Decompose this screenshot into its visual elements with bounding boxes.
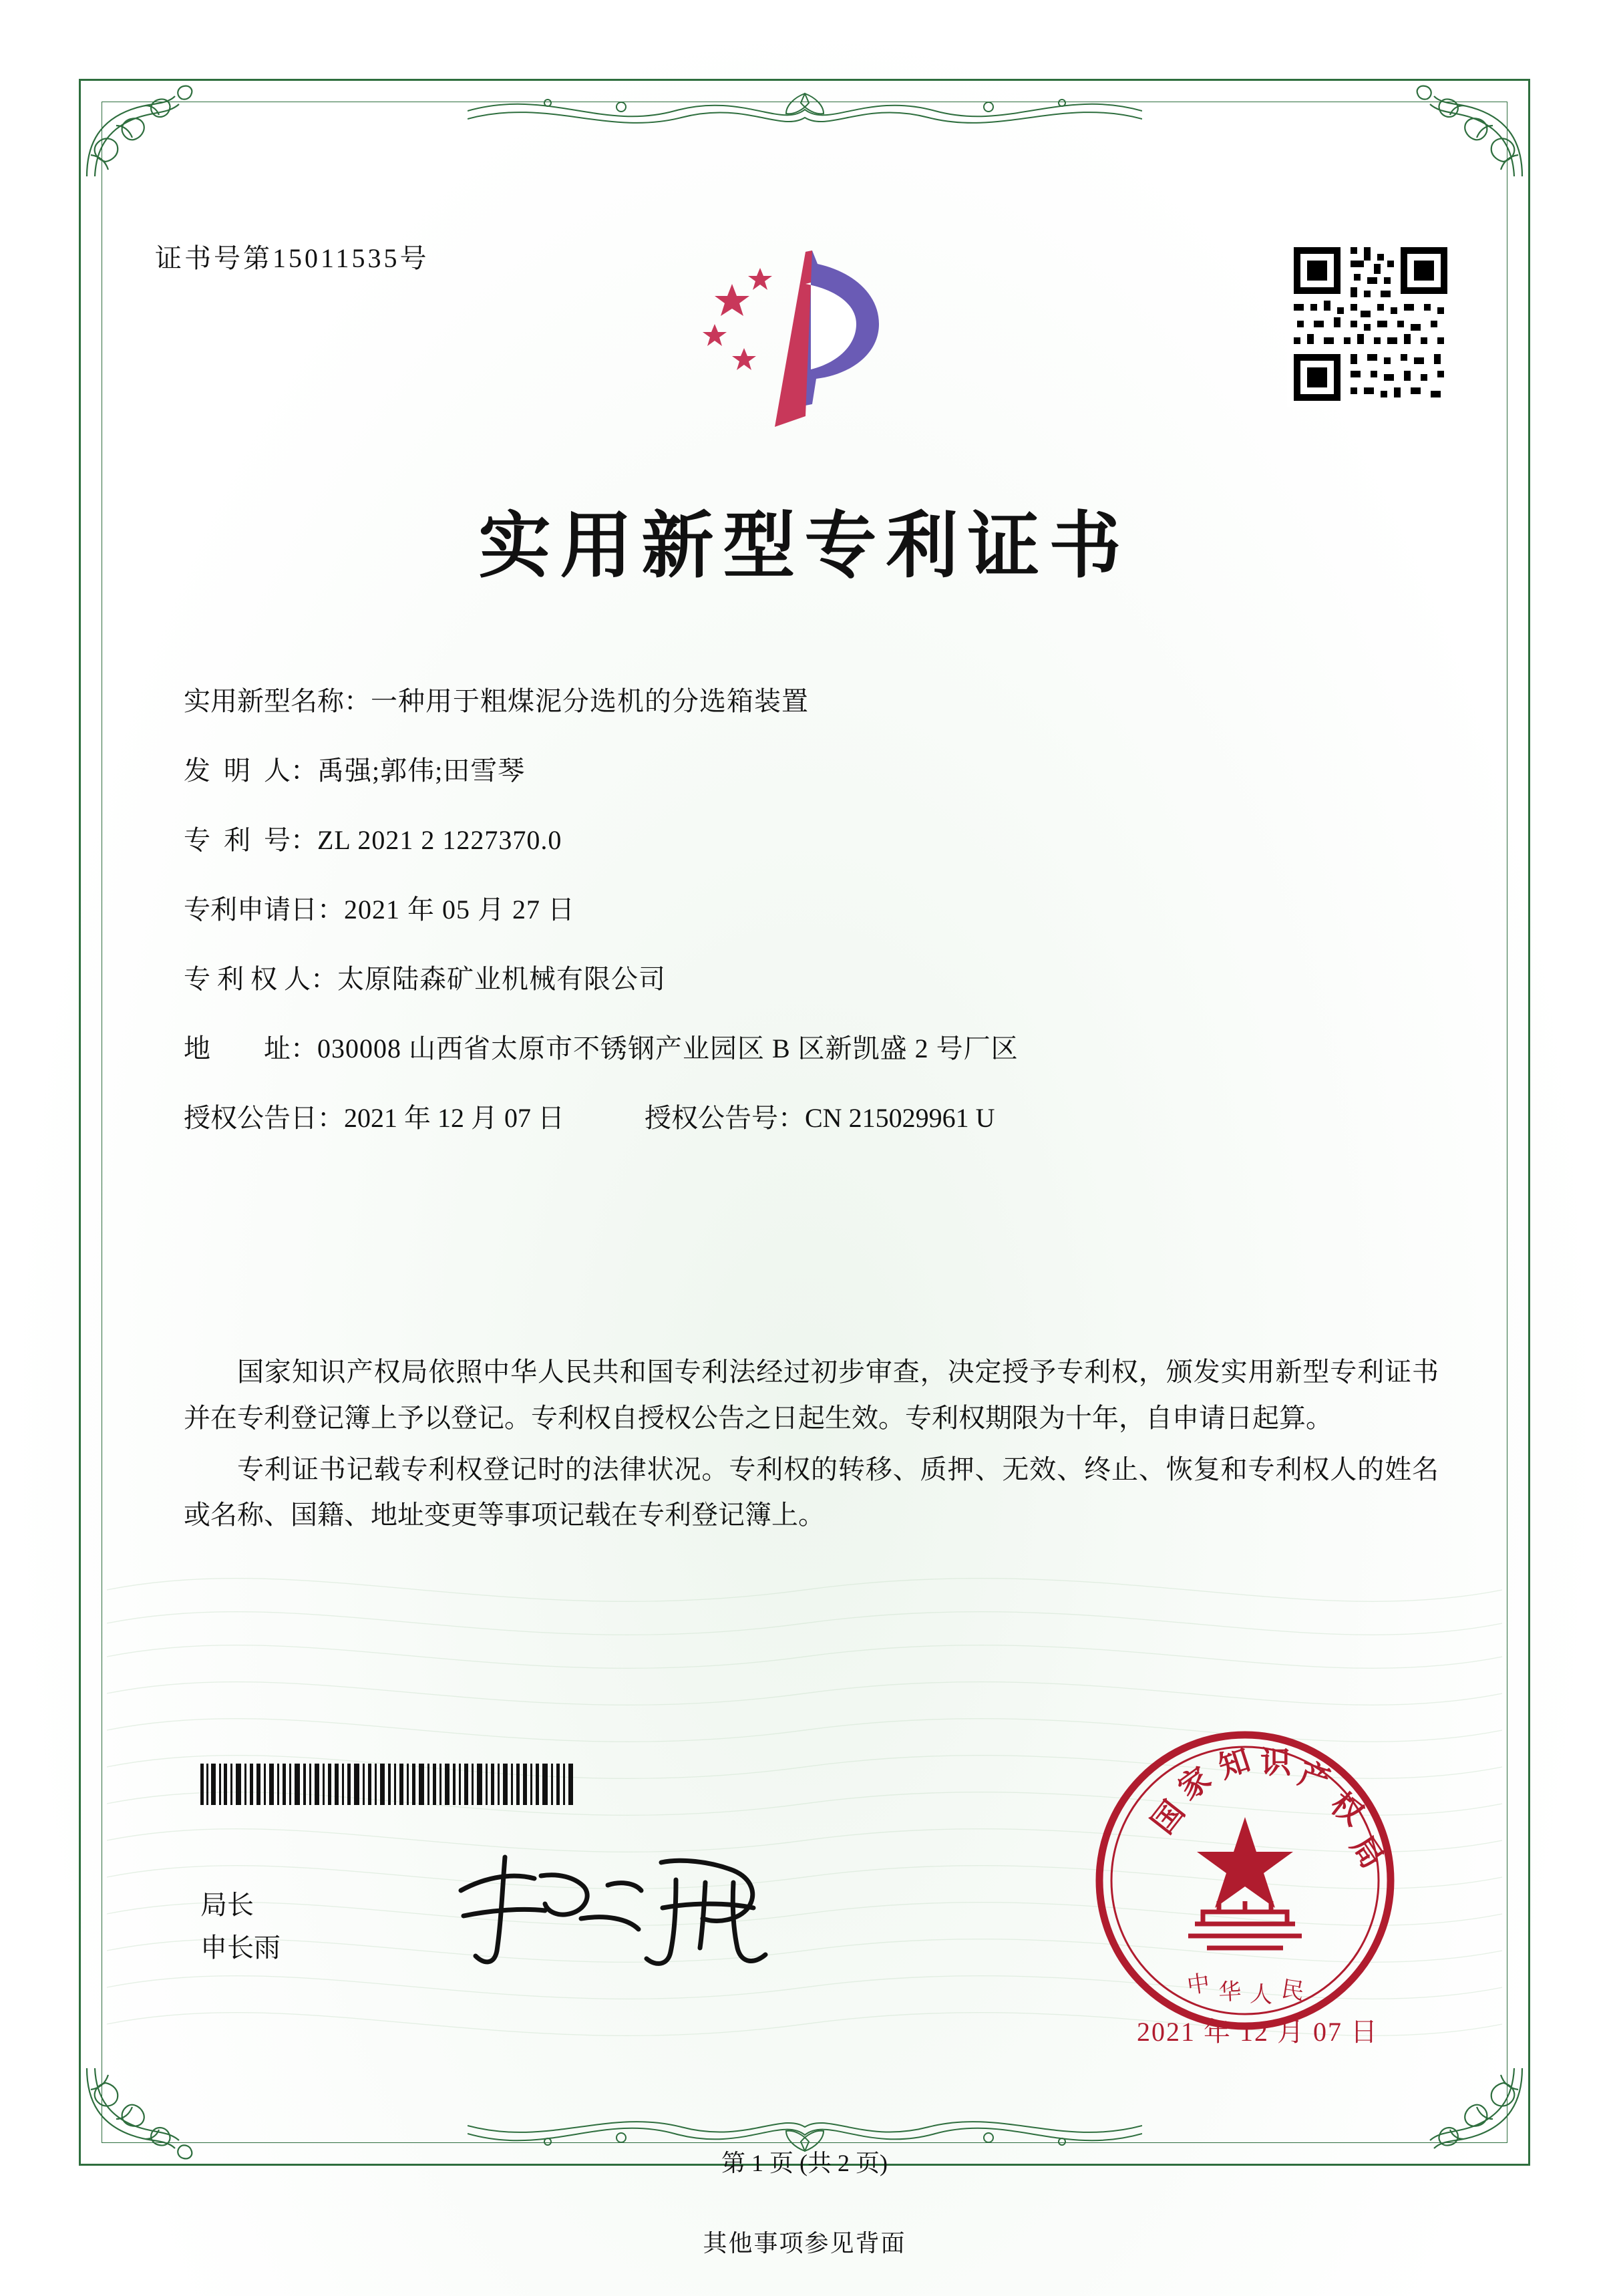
cnipa-logo-icon bbox=[675, 237, 928, 431]
field-grant-row bbox=[184, 1098, 1435, 1138]
svg-text:权: 权 bbox=[1324, 1785, 1371, 1832]
svg-text:局: 局 bbox=[1343, 1828, 1391, 1875]
seal-date: 2021 年 12 月 07 日 bbox=[1137, 2017, 1379, 2047]
field-label: 专 利 权 人： bbox=[184, 964, 337, 994]
field-patentee bbox=[184, 959, 1435, 999]
svg-text:家: 家 bbox=[1171, 1760, 1218, 1807]
field-list bbox=[184, 681, 1435, 1168]
field-label: 发 明 人： bbox=[184, 756, 317, 786]
field-value: ZL 2021 2 1227370.0 bbox=[317, 825, 562, 855]
certificate-number: 证书号第15011535号 bbox=[155, 243, 429, 273]
grant-date-label: 授权公告日： bbox=[184, 1103, 344, 1133]
field-label: 实用新型名称： bbox=[184, 686, 371, 716]
official-seal-icon bbox=[1088, 1724, 1402, 2037]
svg-text:国: 国 bbox=[1144, 1794, 1192, 1840]
field-inventors bbox=[184, 751, 1435, 791]
svg-text:知: 知 bbox=[1214, 1741, 1255, 1786]
field-value: 太原陆森矿业机械有限公司 bbox=[337, 964, 666, 994]
corner-ornament-icon bbox=[1401, 81, 1528, 182]
page-number: 第 1 页 (共 2 页) bbox=[721, 2150, 888, 2176]
svg-text:人: 人 bbox=[1249, 1981, 1274, 2009]
top-vine-ornament-icon bbox=[468, 84, 1142, 136]
field-application-date bbox=[184, 890, 1435, 930]
field-label: 专利申请日： bbox=[184, 894, 344, 925]
handwritten-signature-icon bbox=[441, 1844, 788, 1977]
svg-text:中: 中 bbox=[1185, 1969, 1212, 1999]
grant-number-label: 授权公告号： bbox=[645, 1103, 805, 1133]
svg-text:产: 产 bbox=[1294, 1755, 1335, 1799]
svg-text:华: 华 bbox=[1218, 1978, 1242, 2006]
signer-role: 局长 bbox=[200, 1890, 254, 1920]
signer-block bbox=[200, 1884, 281, 1969]
barcode bbox=[200, 1764, 614, 1805]
legal-text bbox=[184, 1349, 1439, 1544]
field-patent-number bbox=[184, 820, 1435, 860]
field-utility-model-name bbox=[184, 681, 1435, 721]
qr-code-icon bbox=[1287, 240, 1454, 407]
paragraph-2: 专利证书记载专利权登记时的法律状况。专利权的转移、质押、无效、终止、恢复和专利权人的姓名或名称、国籍、地址变更等事项记载在专利登记簿上。 bbox=[184, 1454, 1439, 1530]
footer-note: 其他事项参见背面 bbox=[703, 2230, 906, 2257]
svg-text:民: 民 bbox=[1279, 1975, 1306, 2006]
field-value: 禹强;郭伟;田雪琴 bbox=[317, 756, 526, 786]
field-address bbox=[184, 1029, 1435, 1069]
field-value: 2021 年 05 月 27 日 bbox=[344, 894, 575, 925]
signer-name: 申长雨 bbox=[200, 1933, 281, 1963]
svg-text:识: 识 bbox=[1260, 1744, 1291, 1780]
corner-ornament-icon bbox=[81, 81, 208, 182]
paragraph-1: 国家知识产权局依照中华人民共和国专利法经过初步审查，决定授予专利权，颁发实用新型专利证书并在专利登记簿上予以登记。专利权自授权公告之日起生效。专利权期限为十年，自申请日起算。 bbox=[184, 1357, 1439, 1433]
field-label: 专 利 号： bbox=[184, 825, 317, 855]
field-label: 地 址： bbox=[184, 1033, 317, 1063]
page-title: 实用新型专利证书 bbox=[478, 504, 1131, 588]
field-value: 一种用于粗煤泥分选机的分选箱装置 bbox=[371, 686, 809, 716]
grant-date-value: 2021 年 12 月 07 日 bbox=[344, 1103, 564, 1133]
field-value: 030008 山西省太原市不锈钢产业园区 B 区新凯盛 2 号厂区 bbox=[317, 1033, 1019, 1063]
grant-number-value: CN 215029961 U bbox=[805, 1103, 995, 1133]
